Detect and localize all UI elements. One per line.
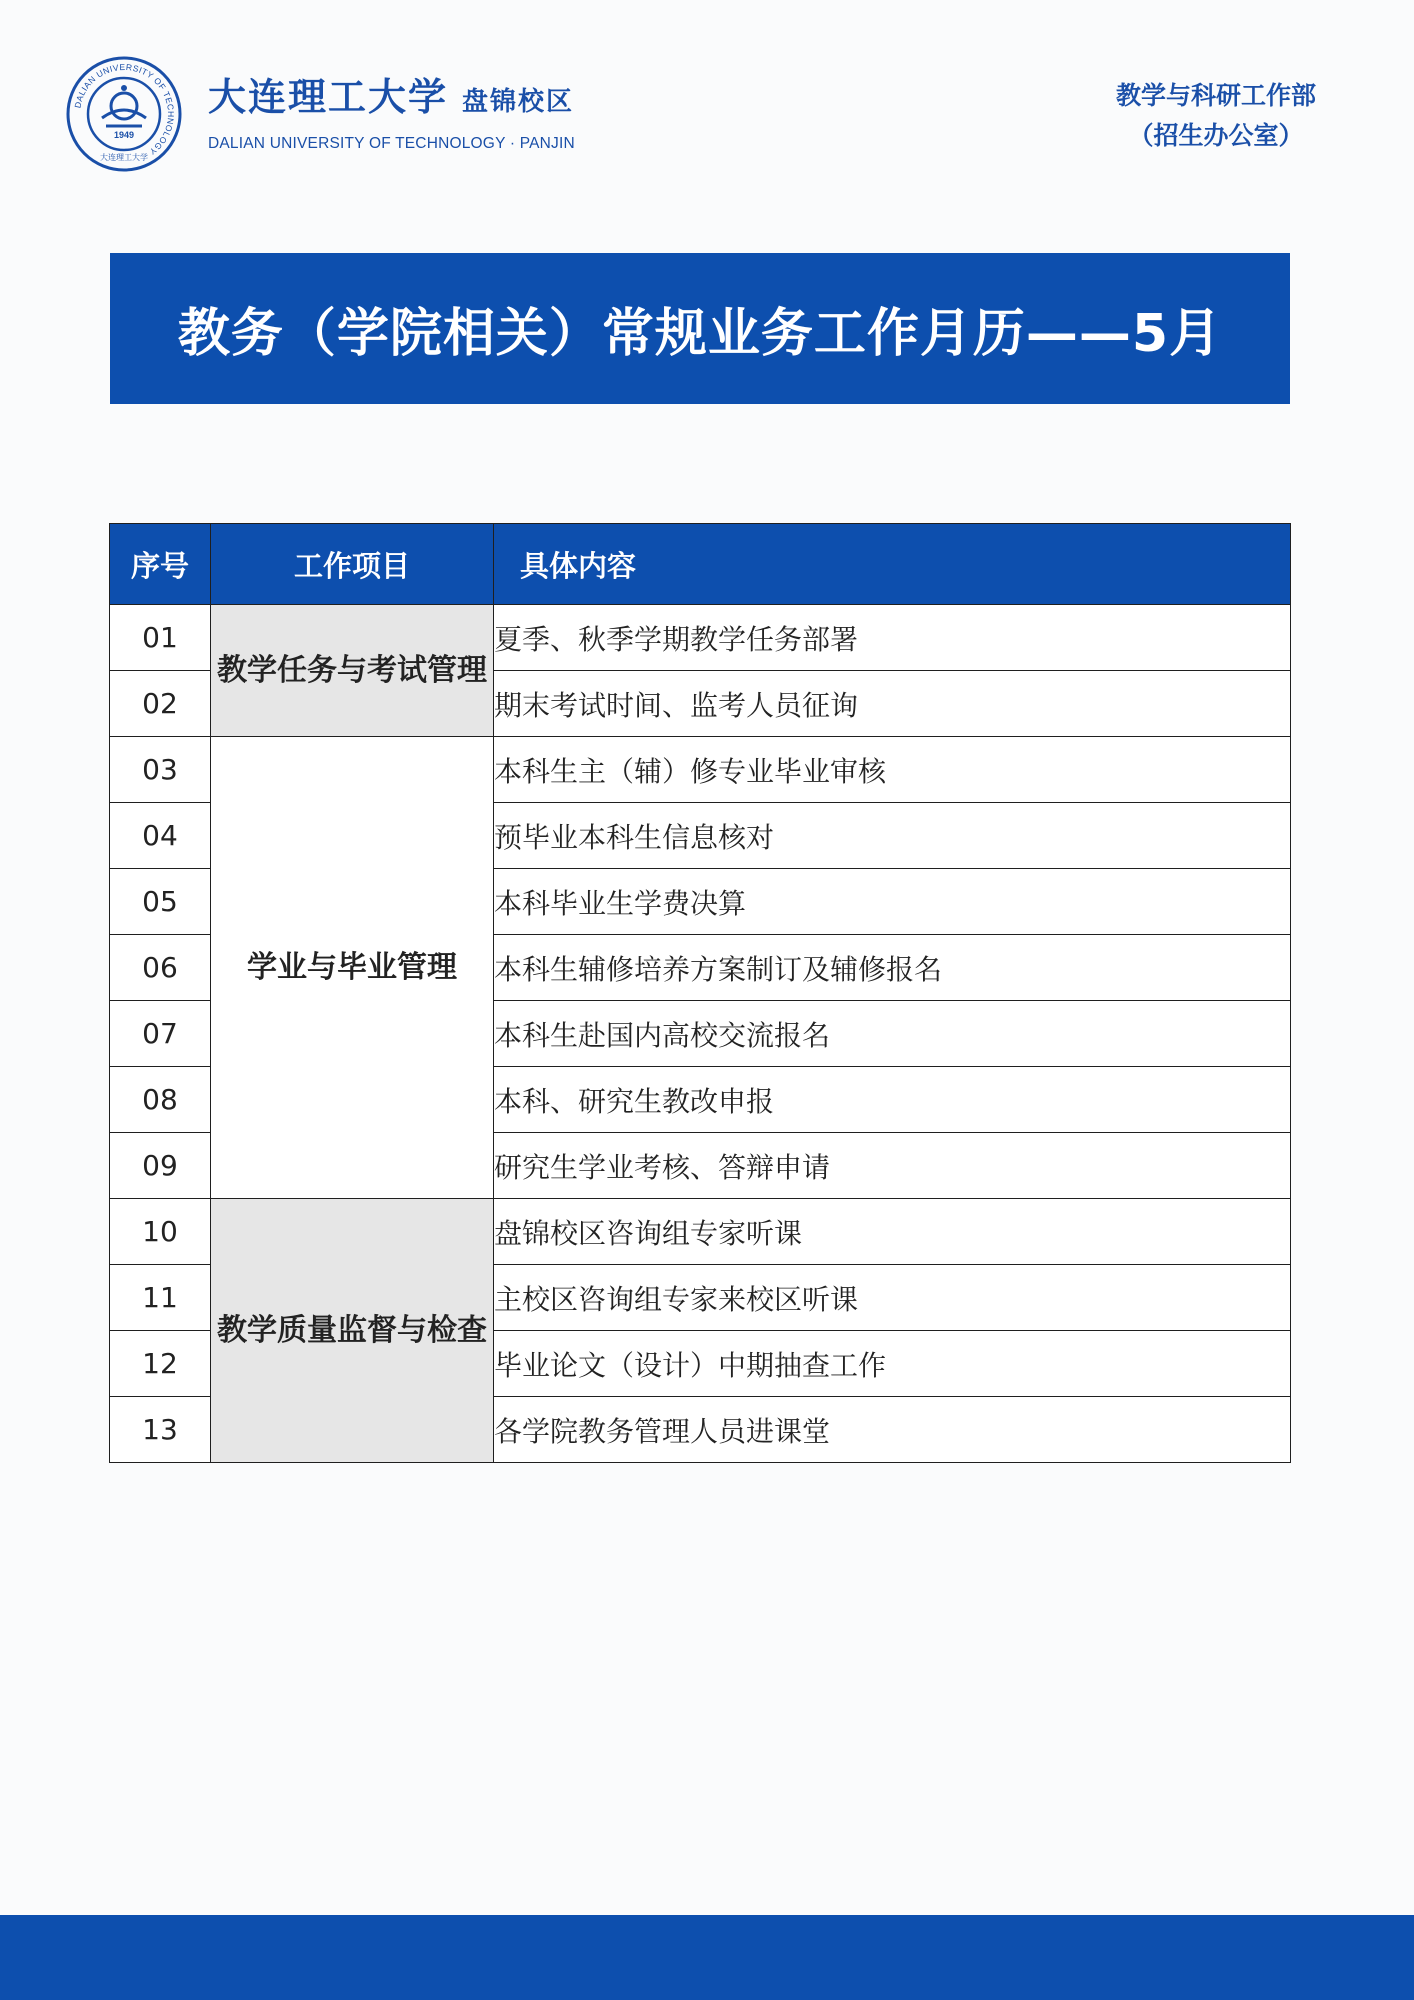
row-content: 本科生辅修培养方案制订及辅修报名 [494,935,1291,1001]
category-cell: 教学质量监督与检查 [211,1199,494,1463]
campus-name-cn: 盘锦校区 [462,87,575,117]
row-seq: 11 [110,1265,211,1331]
seal-year: 1949 [113,130,135,140]
department-block [1116,76,1316,156]
header-seq: 序号 [110,524,211,605]
row-content: 期末考试时间、监考人员征询 [494,671,1291,737]
row-content: 盘锦校区咨询组专家听课 [494,1199,1291,1265]
row-seq: 02 [110,671,211,737]
page-title: 教务（学院相关）常规业务工作月历——5月 [177,304,1223,364]
footer-bar [0,1915,1414,2000]
seal-cn-text: 大连理工大学 [100,153,148,162]
table-row [110,1199,1291,1265]
university-name-en: DALIAN UNIVERSITY OF TECHNOLOGY · PANJIN [208,135,575,152]
department-subname: （招生办公室） [1128,121,1304,150]
row-seq: 10 [110,1199,211,1265]
row-seq: 05 [110,869,211,935]
university-name-row [208,66,575,121]
row-seq: 03 [110,737,211,803]
work-calendar-table [109,523,1291,1463]
row-content: 研究生学业考核、答辩申请 [494,1133,1291,1199]
row-seq: 01 [110,605,211,671]
row-content: 毕业论文（设计）中期抽查工作 [494,1331,1291,1397]
university-name-cn: 大连理工大学 [208,74,449,119]
row-seq: 07 [110,1001,211,1067]
row-seq: 12 [110,1331,211,1397]
row-seq: 08 [110,1067,211,1133]
category-cell: 学业与毕业管理 [211,737,494,1199]
row-seq: 04 [110,803,211,869]
table-row [110,605,1291,671]
row-content: 主校区咨询组专家来校区听课 [494,1265,1291,1331]
row-content: 本科、研究生教改申报 [494,1067,1291,1133]
row-seq: 09 [110,1133,211,1199]
row-seq: 06 [110,935,211,1001]
university-seal-logo [66,56,182,172]
row-content: 本科生主（辅）修专业毕业审核 [494,737,1291,803]
header-content: 具体内容 [494,524,1291,605]
row-seq: 13 [110,1397,211,1463]
table-row [110,737,1291,803]
category-cell: 教学任务与考试管理 [211,605,494,737]
seal-ring-text: DALIAN UNIVERSITY OF TECHNOLOGY [72,61,177,157]
row-content: 各学院教务管理人员进课堂 [494,1397,1291,1463]
row-content: 预毕业本科生信息核对 [494,803,1291,869]
table-header-row [110,524,1291,605]
page-title-banner [110,253,1290,404]
department-name: 教学与科研工作部 [1115,81,1316,110]
header-category: 工作项目 [211,524,494,605]
row-content: 本科毕业生学费决算 [494,869,1291,935]
row-content: 本科生赴国内高校交流报名 [494,1001,1291,1067]
university-wordmark [208,66,575,153]
row-content: 夏季、秋季学期教学任务部署 [494,605,1291,671]
